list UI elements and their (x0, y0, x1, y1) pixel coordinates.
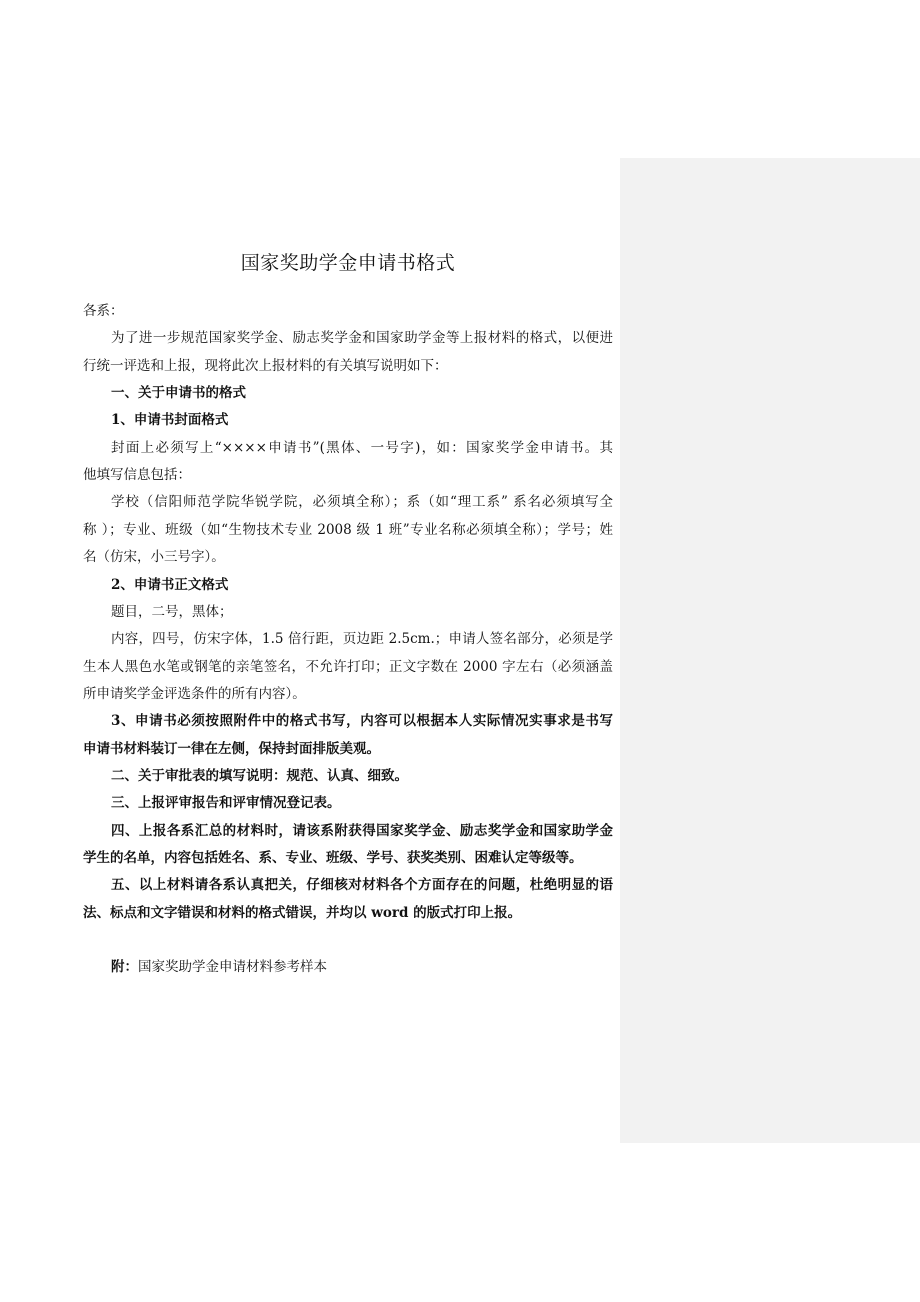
paragraph-line: 称 ）；专业、班级（如“生物技术专业 2008 级 1 班”专业名称必须填全称）；学号；姓 (83, 522, 613, 538)
section-heading: 三、上报评审报告和评审情况登记表。 (111, 795, 341, 811)
bold-paragraph-line: 法、标点和文字错误和材料的格式错误，并均以 word 的版式打印上报。 (83, 905, 522, 921)
bold-paragraph-line: 学生的名单，内容包括姓名、系、专业、班级、学号、获奖类别、困难认定等级等。 (83, 850, 583, 866)
attachment-note (111, 958, 327, 976)
paragraph-line: 名（仿宋，小三号字）。 (83, 549, 225, 565)
subsection-heading: 2、申请书正文格式 (111, 577, 229, 593)
paragraph-line: 封面上必须写上“××××申请书”(黑体、一号字)，如：国家奖学金申请书。其 (111, 440, 613, 456)
paragraph-line: 所申请奖学金评选条件的所有内容）。 (83, 686, 306, 702)
comment-margin-pane (620, 158, 920, 1143)
document-title: 国家奖助学金申请书格式 (240, 252, 456, 274)
salutation: 各系： (83, 303, 124, 319)
section-heading: 一、关于申请书的格式 (111, 385, 246, 401)
bold-paragraph-line: 申请书材料装订一律在左侧，保持封面排版美观。 (83, 741, 380, 757)
paragraph-line: 行统一评选和上报，现将此次上报材料的有关填写说明如下： (83, 358, 448, 374)
bold-paragraph-line: 五、以上材料请各系认真把关，仔细核对材料各个方面存在的问题，杜绝明显的语 (111, 877, 613, 893)
paragraph-line: 内容，四号，仿宋字体，1.5 倍行距，页边距 2.5cm.；申请人签名部分，必须是学 (111, 631, 613, 647)
paragraph-line: 他填写信息包括： (83, 467, 191, 483)
bold-paragraph-line: 3、申请书必须按照附件中的格式书写，内容可以根据本人实际情况实事求是书写 (111, 713, 613, 729)
subsection-heading: 1、申请书封面格式 (111, 412, 229, 428)
section-heading: 二、关于审批表的填写说明：规范、认真、细致。 (111, 768, 408, 784)
attachment-text: 国家奖助学金申请材料参考样本 (138, 959, 327, 975)
bold-paragraph-line: 四、上报各系汇总的材料时，请该系附获得国家奖学金、励志奖学金和国家助学金 (111, 823, 613, 839)
paragraph-line: 学校（信阳师范学院华锐学院，必须填全称）；系（如“理工系” 系名必须填写全 (111, 494, 613, 510)
paragraph-line: 为了进一步规范国家奖学金、励志奖学金和国家助学金等上报材料的格式，以便进 (111, 330, 613, 346)
paragraph-line: 题目，二号，黑体； (111, 604, 233, 620)
attachment-label: 附： (111, 959, 138, 975)
paragraph-line: 生本人黑色水笔或钢笔的亲笔签名，不允许打印；正文字数在 2000 字左右（必须涵盖 (83, 659, 613, 675)
